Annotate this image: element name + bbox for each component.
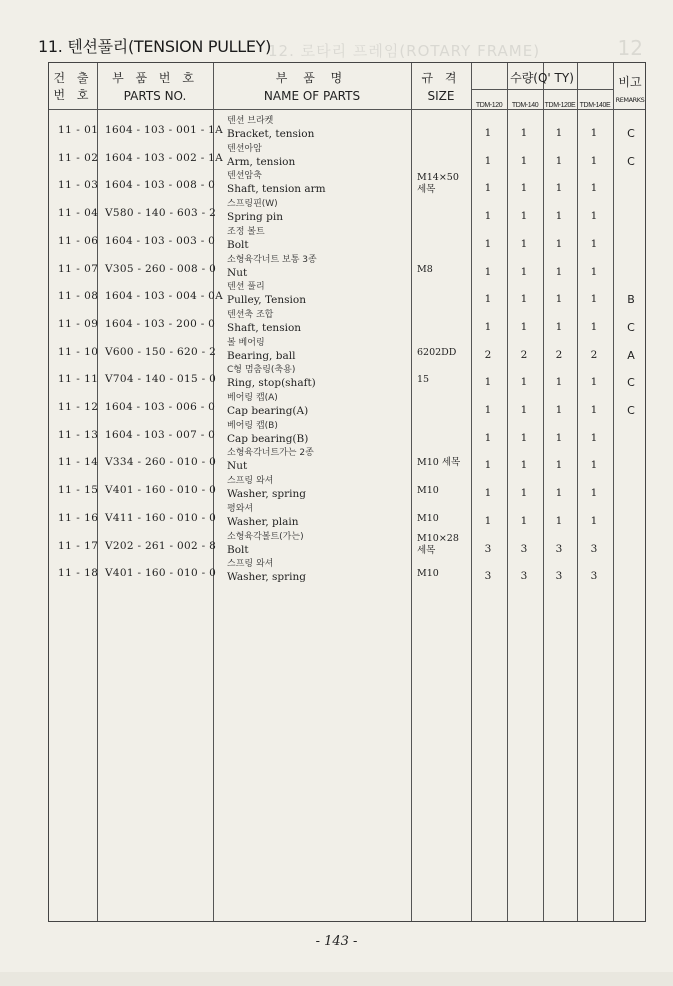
quantity-cell: 1 xyxy=(590,320,598,333)
quantity-cell: 1 xyxy=(555,404,563,416)
part-name-english: Shaft, tension xyxy=(227,321,302,334)
size-note: 세목 xyxy=(417,544,436,556)
part-name xyxy=(227,337,295,363)
quantity-cell: 1 xyxy=(590,431,598,444)
item-number: 11 - 04 xyxy=(58,207,99,220)
quantity-cell: 1 xyxy=(590,514,598,527)
part-number: 1604 - 103 - 006 - 0 xyxy=(105,401,216,413)
quantity-cell: 1 xyxy=(484,459,492,472)
quantity-cell: 1 xyxy=(555,487,563,500)
quantity-cell: 1 xyxy=(484,404,492,416)
item-number: 11 - 17 xyxy=(58,539,99,552)
table-row xyxy=(49,200,645,228)
part-number: V334 - 260 - 010 - 0 xyxy=(105,456,217,469)
part-name xyxy=(227,198,283,224)
quantity-cell: 3 xyxy=(484,542,492,555)
quantity-cell: 1 xyxy=(590,237,598,250)
parts-table xyxy=(48,62,646,922)
table-row xyxy=(49,366,645,394)
page-title: 11. 텐션풀리(TENSION PULLEY) xyxy=(38,37,272,56)
size-value: 6202DD xyxy=(417,346,457,358)
part-name xyxy=(227,170,326,196)
table-row xyxy=(49,228,645,256)
part-name-english: Arm, tension xyxy=(227,155,296,168)
part-name xyxy=(227,254,317,280)
part-number: V580 - 140 - 603 - 2 xyxy=(105,207,217,220)
quantity-cell: 1 xyxy=(484,210,492,223)
quantity-cell: 1 xyxy=(484,320,492,333)
quantity-cell: 1 xyxy=(590,182,598,195)
quantity-cell: 1 xyxy=(555,127,563,139)
quantity-cell: 3 xyxy=(555,542,563,555)
part-number: 1604 - 103 - 200 - 0 xyxy=(105,317,216,330)
quantity-cell: 1 xyxy=(520,376,528,389)
part-name xyxy=(227,420,308,446)
part-name xyxy=(227,531,304,557)
quantity-cell: 1 xyxy=(555,431,563,444)
table-row xyxy=(49,145,645,173)
part-number: V600 - 150 - 620 - 2 xyxy=(105,345,217,358)
item-number: 11 - 01 xyxy=(58,124,99,136)
remark-code: C xyxy=(627,320,635,334)
part-number: 1604 - 103 - 007 - 0 xyxy=(105,428,216,441)
quantity-cell: 1 xyxy=(555,459,563,472)
part-number: V305 - 260 - 008 - 0 xyxy=(105,262,217,275)
qty-subheader-rule xyxy=(471,89,613,90)
item-number: 11 - 11 xyxy=(58,373,99,386)
part-name-korean: 텐션 풀리 xyxy=(227,282,265,293)
quantity-cell: 1 xyxy=(555,265,563,278)
quantity-cell: 1 xyxy=(555,182,563,195)
remark-code: C xyxy=(627,127,635,140)
part-name-korean: 베어링 캡(B) xyxy=(227,420,278,431)
quantity-cell: 1 xyxy=(484,293,492,306)
item-number: 11 - 06 xyxy=(58,234,99,247)
part-size xyxy=(417,374,429,386)
quantity-cell: 3 xyxy=(484,570,492,583)
quantity-cell: 3 xyxy=(590,542,598,555)
quantity-cell: 3 xyxy=(520,542,528,555)
part-name-english: Spring pin xyxy=(227,211,283,224)
quantity-cell: 1 xyxy=(590,487,598,500)
item-number: 11 - 07 xyxy=(58,262,99,275)
quantity-cell: 1 xyxy=(555,376,563,389)
quantity-cell: 1 xyxy=(555,320,563,333)
size-value: M8 xyxy=(417,263,433,275)
quantity-cell: 1 xyxy=(520,127,528,139)
part-name-korean: 볼 베어링 xyxy=(227,337,265,348)
item-number: 11 - 10 xyxy=(58,345,99,358)
quantity-cell: 1 xyxy=(520,320,528,333)
quantity-cell: 1 xyxy=(590,293,598,306)
part-name-korean: C형 멈춤링(축용) xyxy=(227,365,296,376)
size-value: M14×50 xyxy=(417,172,459,184)
size-value: M10 xyxy=(417,568,439,580)
part-name-korean: 스프링 와셔 xyxy=(227,559,274,570)
part-name-korean: 평와셔 xyxy=(227,503,254,514)
item-number: 11 - 15 xyxy=(58,484,99,497)
quantity-cell: 1 xyxy=(484,514,492,527)
quantity-cell: 1 xyxy=(520,487,528,500)
table-row xyxy=(49,449,645,477)
part-number: 1604 - 103 - 001 - 1A xyxy=(105,124,224,136)
part-number: V411 - 160 - 010 - 0 xyxy=(105,511,217,524)
part-size xyxy=(417,513,439,525)
quantity-cell: 1 xyxy=(555,514,563,527)
quantity-cell: 1 xyxy=(484,265,492,278)
header-name: 부 품 명 NAME OF PARTS xyxy=(263,71,361,103)
quantity-cell: 1 xyxy=(590,376,598,389)
quantity-cell: 1 xyxy=(520,210,528,223)
part-name xyxy=(227,392,308,418)
page-number: - 143 - xyxy=(315,934,358,949)
header-size: 규 격 SIZE xyxy=(421,71,461,103)
quantity-cell: 2 xyxy=(520,348,528,361)
part-name-english: Nut xyxy=(227,460,248,473)
part-name xyxy=(227,503,299,529)
part-name-english: Bearing, ball xyxy=(227,349,296,362)
part-name xyxy=(227,281,306,307)
header-remarks: 비고 REMARKS xyxy=(615,75,645,104)
part-size xyxy=(417,457,460,469)
part-name xyxy=(227,226,265,252)
quantity-cell: 1 xyxy=(484,376,492,389)
remark-code: A xyxy=(627,348,635,362)
part-name-korean: 텐션 브라켓 xyxy=(227,116,274,126)
quantity-cell: 1 xyxy=(590,404,598,416)
part-name-english: Pulley, Tension xyxy=(227,294,306,307)
faint-background-number: 12 xyxy=(617,36,643,60)
part-name-korean: 소형육각너트 보통 3종 xyxy=(227,254,317,265)
quantity-cell: 3 xyxy=(555,570,563,583)
part-name-korean: 조정 볼트 xyxy=(227,226,265,237)
part-number: 1604 - 103 - 004 - 0A xyxy=(105,290,224,303)
model-header: TDM-140 xyxy=(511,102,539,109)
part-name-korean: 소형육각볼트(가는) xyxy=(227,531,304,542)
table-row xyxy=(49,394,645,422)
quantity-cell: 2 xyxy=(484,348,492,361)
table-row xyxy=(49,311,645,339)
part-name-english: Cap bearing(B) xyxy=(227,432,309,445)
part-name-korean: 베어링 캡(A) xyxy=(227,393,278,403)
part-name-english: Bracket, tension xyxy=(227,128,315,140)
quantity-cell: 3 xyxy=(590,570,598,583)
part-name xyxy=(227,115,314,141)
part-name xyxy=(227,558,306,584)
quantity-cell: 1 xyxy=(484,431,492,444)
table-row xyxy=(49,422,645,450)
table-row xyxy=(49,533,645,561)
quantity-cell: 1 xyxy=(590,154,598,167)
part-name-english: Bolt xyxy=(227,543,249,556)
part-number: V704 - 140 - 015 - 0 xyxy=(105,373,217,386)
part-size xyxy=(417,533,459,557)
item-number: 11 - 03 xyxy=(58,179,99,192)
part-size xyxy=(417,264,433,276)
part-size xyxy=(417,485,439,497)
quantity-cell: 2 xyxy=(590,348,598,361)
part-name-english: Ring, stop(shaft) xyxy=(227,377,316,390)
model-header: TDM-140E xyxy=(579,102,611,109)
size-value: M10 세목 xyxy=(417,457,461,469)
quantity-cell: 1 xyxy=(590,265,598,278)
page-bottom-edge xyxy=(0,972,673,986)
part-number: V401 - 160 - 010 - 0 xyxy=(105,567,217,580)
part-name-korean: 텐션아암 xyxy=(227,143,262,154)
part-name xyxy=(227,447,314,473)
part-name-english: Cap bearing(A) xyxy=(227,405,309,417)
remark-code: C xyxy=(627,154,635,168)
item-number: 11 - 14 xyxy=(58,456,99,469)
quantity-cell: 1 xyxy=(555,154,563,167)
remark-code: C xyxy=(627,376,635,390)
part-name-korean: 텐션암축 xyxy=(227,171,262,182)
quantity-cell: 3 xyxy=(520,570,528,583)
header-no: 건 출 번 호 xyxy=(53,71,93,102)
table-row xyxy=(49,117,645,145)
item-number: 11 - 13 xyxy=(58,428,99,441)
part-number: V401 - 160 - 010 - 0 xyxy=(105,484,217,497)
quantity-cell: 1 xyxy=(555,237,563,250)
quantity-cell: 1 xyxy=(520,237,528,250)
faint-background-header: 12. 로타리 프레임(ROTARY FRAME) xyxy=(268,42,541,60)
part-name-english: Washer, plain xyxy=(227,515,299,528)
quantity-cell: 1 xyxy=(484,487,492,500)
item-number: 11 - 12 xyxy=(58,401,99,413)
part-number: 1604 - 103 - 002 - 1A xyxy=(105,151,224,164)
size-value: M10×28 xyxy=(417,532,459,544)
part-number: 1604 - 103 - 003 - 0 xyxy=(105,234,216,247)
part-name-korean: 스프링 와셔 xyxy=(227,476,274,487)
table-row xyxy=(49,505,645,533)
part-name xyxy=(227,475,306,501)
table-row xyxy=(49,283,645,311)
item-number: 11 - 09 xyxy=(58,317,99,330)
part-name xyxy=(227,143,295,169)
quantity-cell: 1 xyxy=(555,210,563,223)
quantity-cell: 1 xyxy=(590,127,598,139)
quantity-cell: 1 xyxy=(484,182,492,195)
part-size xyxy=(417,172,459,196)
table-row xyxy=(49,560,645,588)
part-size xyxy=(417,568,439,580)
item-number: 11 - 02 xyxy=(58,151,99,164)
quantity-cell: 1 xyxy=(484,237,492,250)
part-name xyxy=(227,309,301,335)
header-qty: 수량(Q' TY) xyxy=(510,71,574,85)
part-name-korean: 소형육각너트가는 2종 xyxy=(227,448,314,459)
quantity-cell: 1 xyxy=(590,459,598,472)
quantity-cell: 2 xyxy=(555,348,563,361)
quantity-cell: 1 xyxy=(520,404,528,416)
quantity-cell: 1 xyxy=(484,154,492,167)
remark-code: B xyxy=(627,293,635,307)
quantity-cell: 1 xyxy=(520,293,528,306)
part-size xyxy=(417,347,456,359)
quantity-cell: 1 xyxy=(520,459,528,472)
size-value: M10 xyxy=(417,485,439,497)
table-row xyxy=(49,477,645,505)
table-row xyxy=(49,339,645,367)
model-header: TDM-120 xyxy=(475,102,503,109)
part-number: 1604 - 103 - 008 - 0 xyxy=(105,179,216,192)
quantity-cell: 1 xyxy=(555,293,563,306)
remark-code: C xyxy=(627,404,635,417)
size-value: 15 xyxy=(417,374,430,386)
quantity-cell: 1 xyxy=(520,431,528,444)
size-note: 세목 xyxy=(417,184,436,196)
model-header: TDM-120E xyxy=(544,102,576,109)
quantity-cell: 1 xyxy=(520,514,528,527)
part-name-english: Bolt xyxy=(227,238,249,251)
size-value: M10 xyxy=(417,512,439,524)
quantity-cell: 1 xyxy=(520,154,528,167)
part-name-english: Washer, spring xyxy=(227,571,307,584)
part-name-korean: 텐션축 조합 xyxy=(227,309,274,320)
table-row xyxy=(49,256,645,284)
part-name-english: Nut xyxy=(227,266,248,279)
quantity-cell: 1 xyxy=(520,265,528,278)
part-name xyxy=(227,364,316,390)
item-number: 11 - 08 xyxy=(58,290,99,303)
header-parts-no: 부 품 번 호 PARTS NO. xyxy=(112,71,198,103)
part-name-english: Shaft, tension arm xyxy=(227,183,326,196)
quantity-cell: 1 xyxy=(484,127,492,139)
quantity-cell: 1 xyxy=(520,182,528,195)
quantity-cell: 1 xyxy=(590,210,598,223)
part-name-english: Washer, spring xyxy=(227,488,307,501)
item-number: 11 - 16 xyxy=(58,511,99,524)
part-name-korean: 스프링핀(W) xyxy=(227,199,278,210)
item-number: 11 - 18 xyxy=(58,567,99,580)
part-number: V202 - 261 - 002 - 8 xyxy=(105,539,217,552)
table-row xyxy=(49,172,645,200)
